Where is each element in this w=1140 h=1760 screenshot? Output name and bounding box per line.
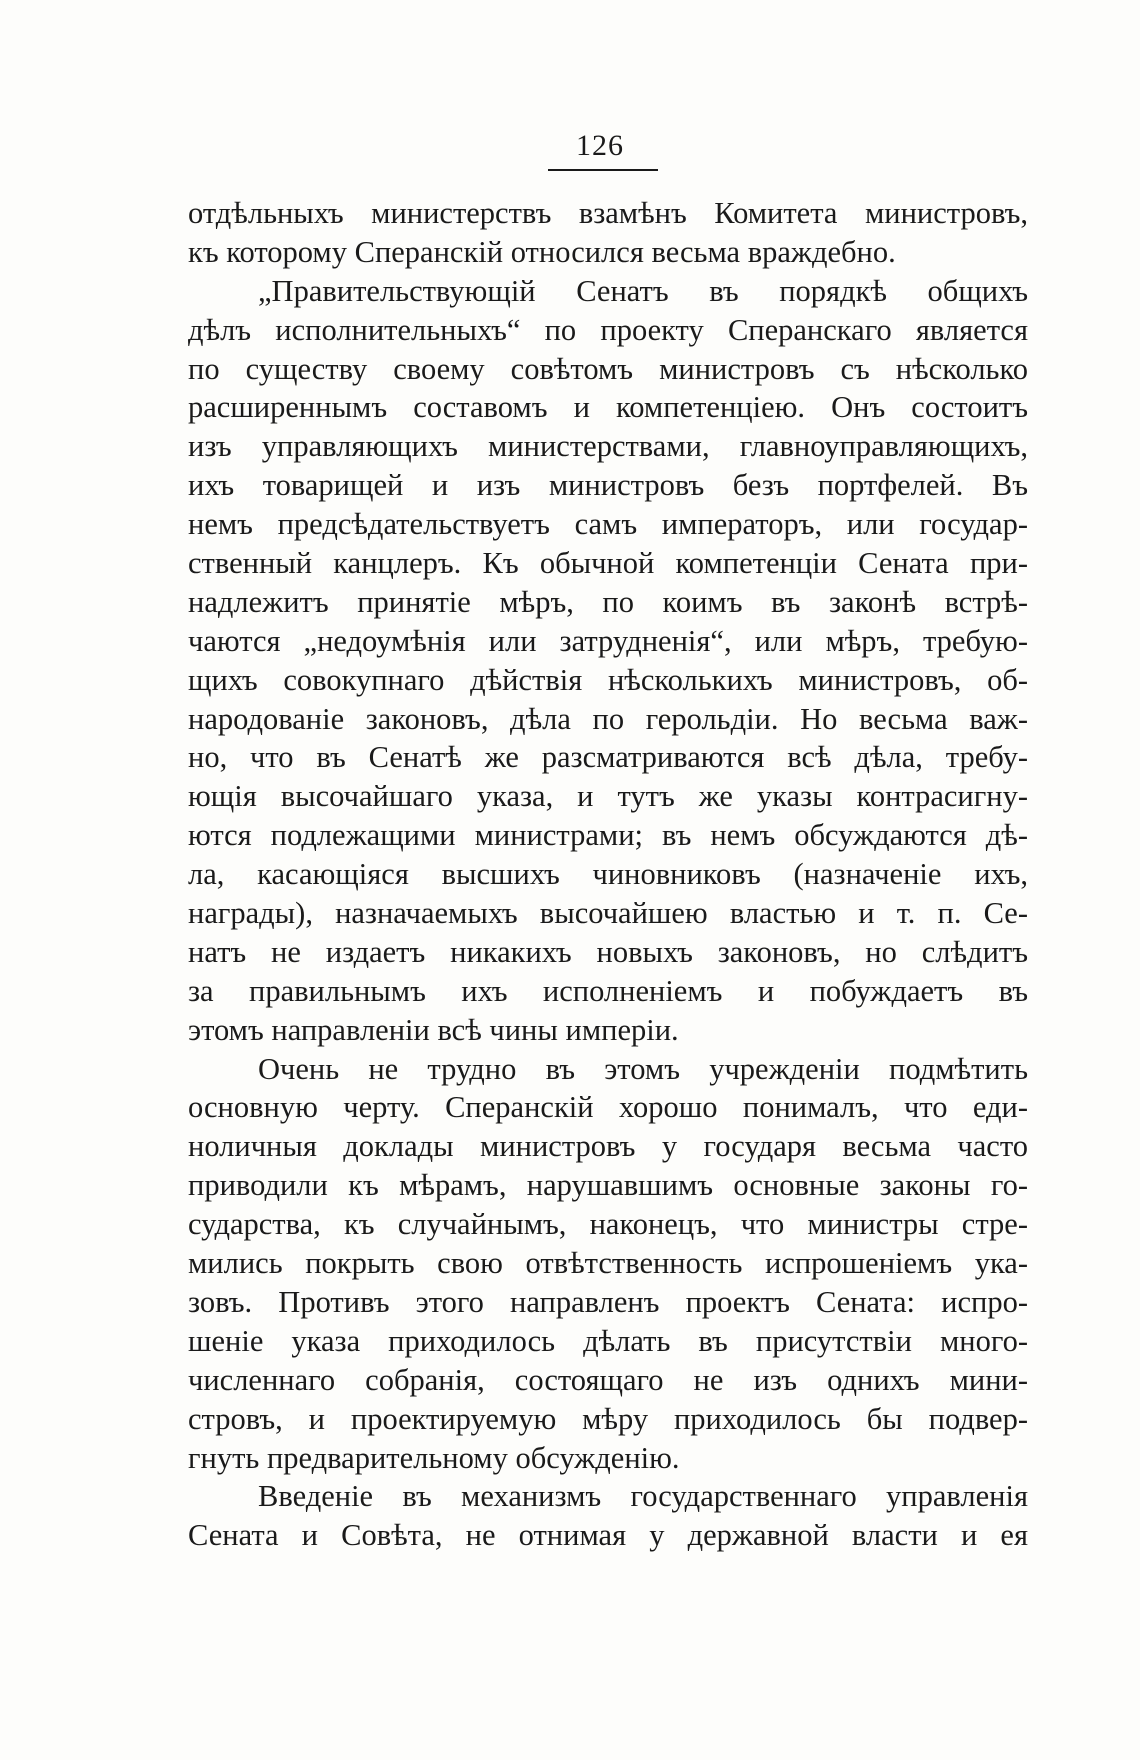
text-line: ихъ товарищей и изъ министровъ безъ портфелей. Въ xyxy=(188,468,1028,503)
text-line: ноличныя доклады министровъ у государя весьма часто xyxy=(188,1129,1028,1164)
paragraph xyxy=(188,1050,1028,1478)
text-line: зовъ. Противъ этого направленъ проектъ Сената: испро- xyxy=(188,1284,1028,1319)
text-line: шеніе указа приходилось дѣлать въ присутствіи много- xyxy=(188,1323,1028,1358)
text-line: Введеніе въ механизмъ государственнаго управленія xyxy=(258,1479,1028,1514)
text-line: стровъ, и проектируемую мѣру приходилось бы подвер- xyxy=(188,1401,1028,1436)
text-line: народованіе законовъ, дѣла по герольдіи. Но весьма важ- xyxy=(188,701,1028,736)
text-line: Сената и Совѣта, не отнимая у державной власти и ея xyxy=(188,1518,1028,1553)
text-line: численнаго собранія, состоящаго не изъ однихъ мини- xyxy=(188,1362,1028,1397)
text-line: „Правительствующій Сенатъ въ порядкѣ общихъ xyxy=(258,273,1028,308)
text-line: немъ предсѣдательствуетъ самъ императоръ, или государ- xyxy=(188,507,1028,542)
text-line: по существу своему совѣтомъ министровъ съ нѣсколько xyxy=(188,351,1028,386)
paragraph xyxy=(188,1477,1028,1555)
page-number-rule xyxy=(548,169,658,171)
text-line: ственный канцлеръ. Къ обычной компетенціи Сената при- xyxy=(188,546,1028,581)
paragraph xyxy=(188,272,1028,1050)
text-line: дѣлъ исполнительныхъ“ по проекту Сперанскаго является xyxy=(188,312,1028,347)
text-line: за правильнымъ ихъ исполненіемъ и побуждаетъ въ xyxy=(188,973,1028,1008)
text-line: натъ не издаетъ никакихъ новыхъ законовъ, но слѣдитъ xyxy=(188,934,1028,969)
text-line: этомъ направленіи всѣ чины имперіи. xyxy=(188,1012,679,1047)
text-line: Очень не трудно въ этомъ учрежденіи подмѣтить xyxy=(258,1051,1028,1086)
text-line: расширеннымъ составомъ и компетенціею. Онъ состоитъ xyxy=(188,390,1028,425)
text-line: къ которому Сперанскій относился весьма враждебно. xyxy=(188,234,896,269)
text-line: мились покрыть свою отвѣтственность испрошеніемъ ука- xyxy=(188,1246,1028,1281)
text-line: но, что въ Сенатѣ же разсматриваются всѣ дѣла, требу- xyxy=(188,740,1028,775)
text-line: отдѣльныхъ министерствъ взамѣнъ Комитета министровъ, xyxy=(188,196,1028,230)
text-line: награды), назначаемыхъ высочайшею властью и т. п. Се- xyxy=(188,896,1028,931)
text-line: гнуть предварительному обсужденію. xyxy=(188,1440,680,1475)
paragraph xyxy=(188,194,1028,272)
page-number: 126 xyxy=(576,129,624,162)
text-line: надлежитъ принятіе мѣръ, по коимъ въ законѣ встрѣ- xyxy=(188,584,1028,619)
text-line: щихъ совокупнаго дѣйствія нѣсколькихъ министровъ, об- xyxy=(188,662,1028,697)
text-line: ла, касающіяся высшихъ чиновниковъ (назначеніе ихъ, xyxy=(188,857,1028,892)
text-line: ющія высочайшаго указа, и тутъ же указы контрасигну- xyxy=(188,779,1028,814)
text-line: сударства, къ случайнымъ, наконецъ, что министры стре- xyxy=(188,1207,1028,1242)
text-line: основную черту. Сперанскій хорошо понималъ, что еди- xyxy=(188,1090,1028,1125)
text-line: ются подлежащими министрами; въ немъ обсуждаются дѣ- xyxy=(188,818,1028,853)
text-line: изъ управляющихъ министерствами, главноуправляющихъ, xyxy=(188,429,1028,464)
text-line: приводили къ мѣрамъ, нарушавшимъ основные законы го- xyxy=(188,1168,1028,1203)
text-line: чаются „недоумѣнія или затрудненія“, или мѣръ, требую- xyxy=(188,623,1028,658)
body-text xyxy=(188,194,1028,1555)
